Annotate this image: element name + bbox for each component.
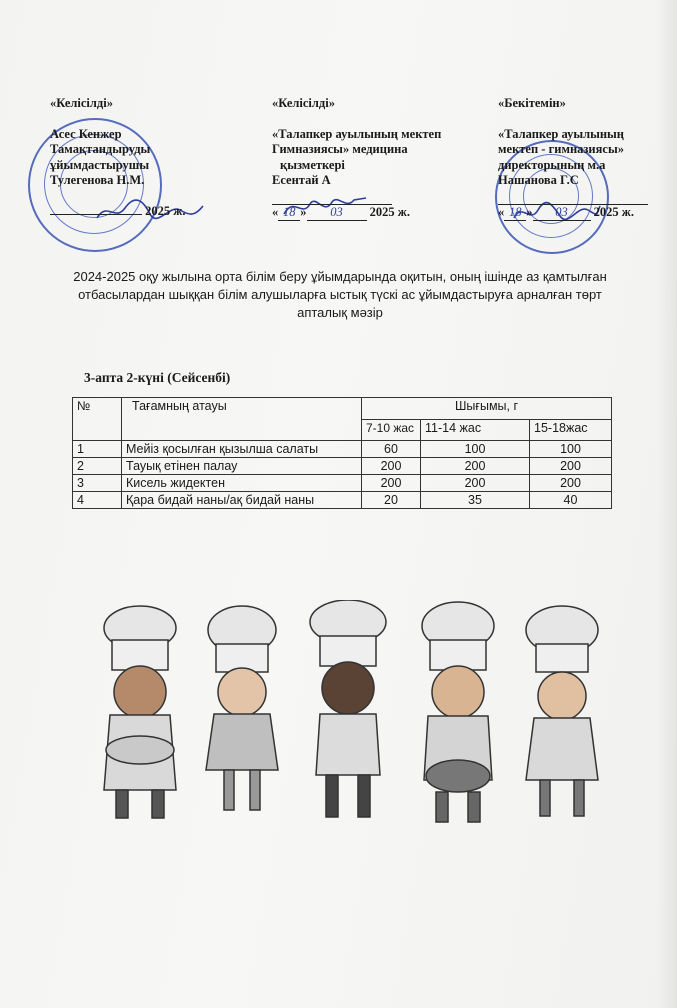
dish-name: Қара бидай наны/ақ бидай наны [122,492,362,509]
dish-name: Тауық етінен палау [122,458,362,475]
approval-date: « 18 » 03 2025 ж. [498,205,668,222]
dish-name: Кисель жидектен [122,475,362,492]
approval-date: « 18 » 03 2025 ж. [272,205,487,222]
approval-line: «Талапкер ауылының мектеп [272,126,442,141]
approval-line: қызметкері [280,157,345,172]
chef-kid-4 [422,602,494,822]
approval-line: Нашанова Г.С [498,173,579,187]
age-group: 15-18жас [530,419,612,441]
approval-line: Асес Кенжер [50,126,122,141]
approval-line: Тулегенова Н.М. [50,173,145,187]
menu-table [72,397,612,509]
table-row [73,458,612,475]
approval-line: Тамақтандыруды [50,142,151,156]
approval-line: Есентай А [272,173,331,187]
approval-line: ұйымдастырушы [50,157,150,172]
yield-15-18: 100 [530,441,612,458]
yield-15-18: 200 [530,475,612,492]
approval-heading: «Келісілді» [272,96,335,110]
row-num: 4 [73,492,122,509]
chef-kid-3 [310,600,386,817]
date-day: 18 [278,205,300,222]
date-month: 03 [307,205,367,222]
row-num: 3 [73,475,122,492]
chef-kid-1 [104,606,176,818]
yield-15-18: 200 [530,458,612,475]
yield-11-14: 200 [421,458,530,475]
header-num: № [73,398,122,441]
header-yield: Шығымы, г [362,398,612,420]
table-row [73,441,612,458]
row-num: 1 [73,441,122,458]
table-row [73,492,612,509]
approval-line: мектеп - гимназиясы» [498,142,624,156]
approval-line: «Талапкер ауылының [498,126,625,141]
approval-heading: «Келісілді» [50,96,113,110]
approval-block-organizer [50,96,255,219]
yield-11-14: 100 [421,441,530,458]
yield-7-10: 20 [362,492,421,509]
document-title: 2024-2025 оқу жылына орта білім беру ұйымдарында оқитын, оның ішінде аз қамтылған отбасылардан шыққан білім алушыларға ыстық түскі ас ұйымдастыруға арналған төрт апталық мәзір [73,269,607,320]
table-row [73,475,612,492]
approval-block-director [498,96,668,221]
day-label: 3-апта 2-күні (Сейсенбі) [84,370,231,385]
yield-11-14: 35 [421,492,530,509]
header-dish-name: Тағамның атауы [122,398,362,441]
row-num: 2 [73,458,122,475]
age-group: 7-10 жас [362,419,421,441]
yield-7-10: 60 [362,441,421,458]
dish-name: Мейіз қосылған қызылша салаты [122,441,362,458]
approval-block-medic [272,96,487,221]
approval-heading: «Бекітемін» [498,96,566,110]
table-header-row [73,398,612,420]
yield-11-14: 200 [421,475,530,492]
age-group: 11-14 жас [421,419,530,441]
date-suffix: 2025 ж. [593,204,634,219]
date-suffix: 2025 ж. [369,204,410,219]
chef-kid-5 [526,606,598,816]
chef-kid-2 [206,606,278,810]
yield-7-10: 200 [362,458,421,475]
approval-line: директорының м.а [498,157,606,172]
date-suffix: 2025 ж. [145,203,186,218]
yield-15-18: 40 [530,492,612,509]
approval-line: Гимназиясы» медицина [272,142,408,156]
yield-7-10: 200 [362,475,421,492]
date-month: 03 [533,205,591,222]
chef-kids-illustration [80,600,620,840]
date-day: 18 [504,205,526,222]
approval-date [50,204,255,220]
